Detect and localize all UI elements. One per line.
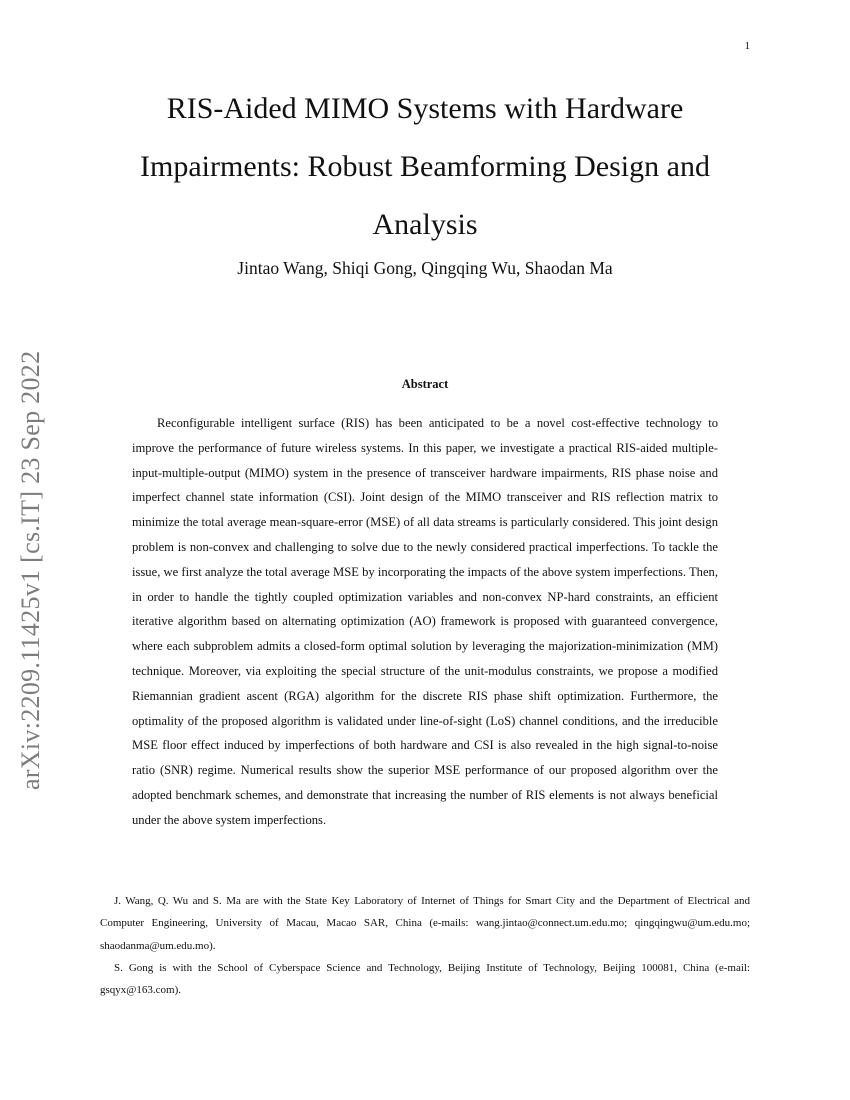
footnotes: [100, 890, 750, 1001]
footnote-affiliation-macau: J. Wang, Q. Wu and S. Ma are with the State Key Laboratory of Internet of Things for Smart City and the Department of Electrical and Computer Engineering, University of Macau, Macao SAR, China (e-mails: wang.jintao@connect.um.edu.mo; qingqingwu@um.edu.mo; shaodanma@um.edu.mo).: [100, 895, 750, 952]
footnote-affiliation-beijing: S. Gong is with the School of Cyberspace Science and Technology, Beijing Institute of Technology, Beijing 100081, China (e-mail: gsqyx@163.com).: [100, 961, 750, 997]
paper-title: RIS-Aided MIMO Systems with Hardware Impairments: Robust Beamforming Design and Analysis: [140, 92, 710, 241]
author-list: Jintao Wang, Shiqi Gong, Qingqing Wu, Shaodan Ma: [237, 258, 613, 278]
arxiv-identifier-stamp: arXiv:2209.11425v1 [cs.IT] 23 Sep 2022: [16, 350, 45, 790]
page-number: 1: [744, 40, 750, 52]
abstract-body: Reconfigurable intelligent surface (RIS) has been anticipated to be a novel cost-effective technology to improve the performance of future wireless systems. In this paper, we investigate a practical RIS-aided multiple-input-multiple-output (MIMO) system in the presence of transceiver hardware impairments, RIS phase noise and imperfect channel state information (CSI). Joint design of the MIMO transceiver and RIS reflection matrix to minimize the total average mean-square-error (MSE) of all data streams is particularly considered. This joint design problem is non-convex and challenging to solve due to the newly considered practical imperfections. To tackle the issue, we first analyze the total average MSE by incorporating the impacts of the above system imperfections. Then, in order to handle the tightly coupled optimization variables and non-convex NP-hard constraints, an efficient iterative algorithm based on alternating optimization (AO) framework is proposed with guaranteed convergence, where each subproblem admits a closed-form optimal solution by leveraging the majorization-minimization (MM) technique. Moreover, via exploiting the special structure of the unit-modulus constraints, we propose a modified Riemannian gradient ascent (RGA) algorithm for the discrete RIS phase shift optimization. Furthermore, the optimality of the proposed algorithm is validated under line-of-sight (LoS) channel conditions, and the irreducible MSE floor effect induced by imperfections of both hardware and CSI is also revealed in the high signal-to-noise ratio (SNR) regime. Numerical results show the superior MSE performance of our proposed algorithm over the adopted benchmark schemes, and demonstrate that increasing the number of RIS elements is not always beneficial under the above system imperfections.: [132, 416, 718, 827]
abstract-heading: Abstract: [401, 377, 449, 391]
